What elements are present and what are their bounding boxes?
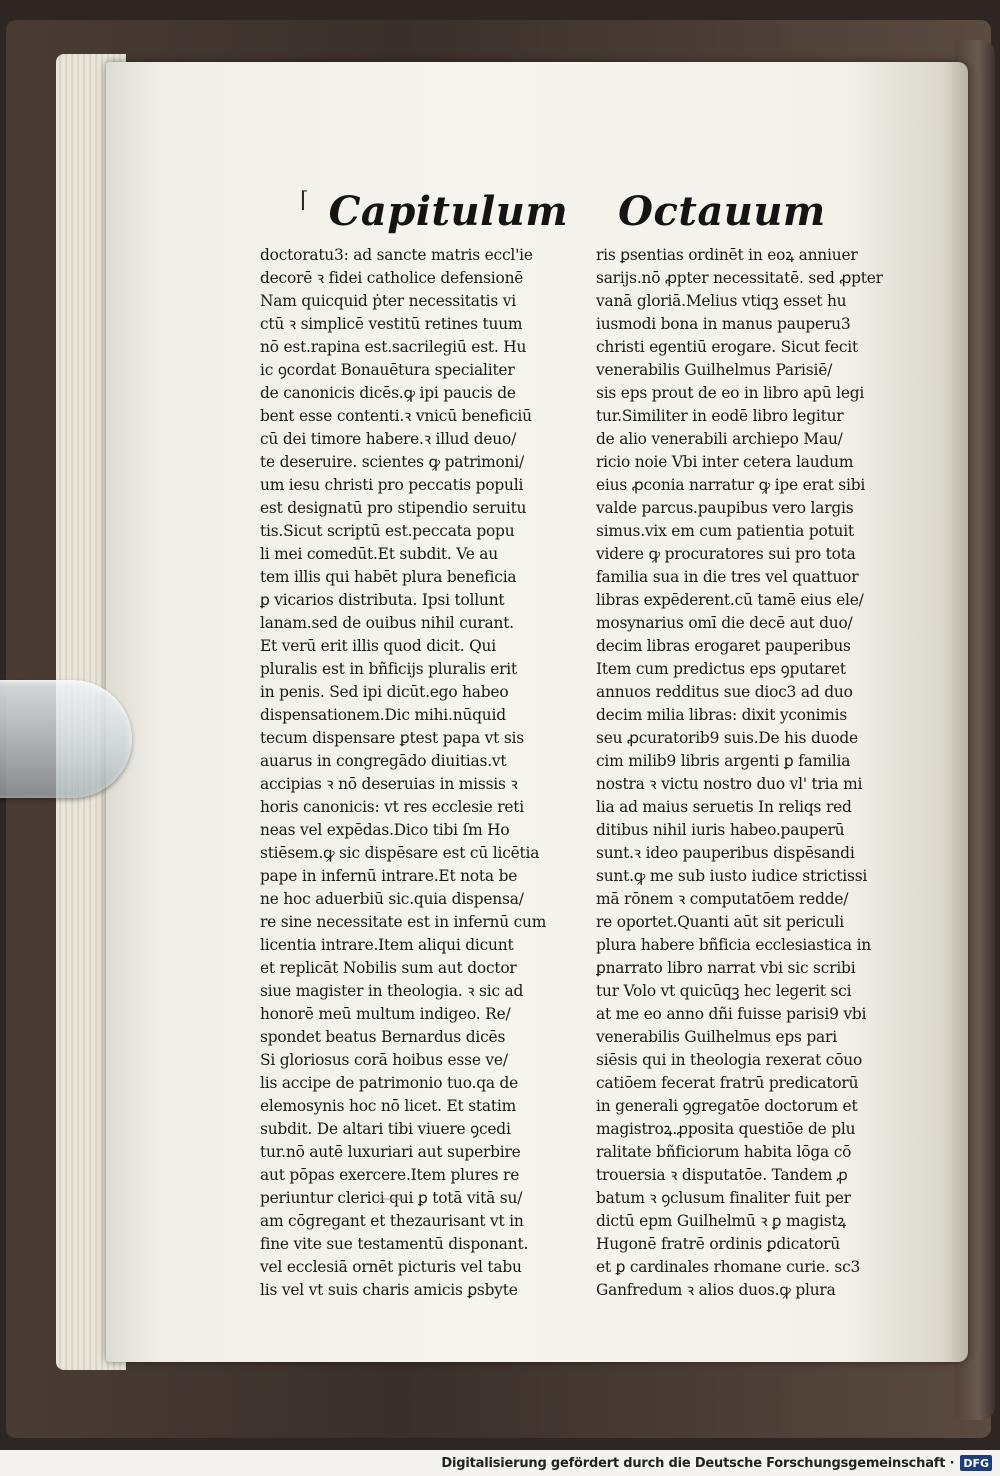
text-line: subdit. De altari tibi viuere ꝯcedi: [260, 1120, 511, 1138]
text-line: nō est.rapina est.sacrilegiū est. Hu: [260, 338, 527, 356]
text-line: de alio venerabili archiepo Mau/: [596, 430, 843, 448]
text-line: vanā gloriā.Melius vtiqꝫ esset hu: [596, 292, 847, 310]
text-line: in generali ꝯgregatōe doctorum et: [596, 1097, 858, 1115]
text-line: auarus in congregādo diuitias.vt: [260, 752, 507, 770]
footer-bar: [0, 1450, 1000, 1476]
text-line: sunt.ꝛ ideo pauperibus dispēsandi: [596, 844, 855, 862]
text-line: Si gloriosus corā hoibus esse ve/: [260, 1051, 508, 1069]
text-line: mosynarius omī die decē aut duo/: [596, 614, 853, 632]
text-line: ctū ꝛ simplicē vestitū retines tuum: [260, 315, 523, 333]
faded-mark: [378, 1198, 404, 1216]
text-line: Item cum predictus eps ꝯputaret: [596, 660, 846, 678]
text-line: te deseruire. scientes ꝙ patrimoni/: [260, 453, 524, 471]
text-line: ꝑ vicarios distributa. Ipsi tollunt: [260, 591, 505, 609]
text-line: venerabilis Guilhelmus eps pari: [596, 1028, 837, 1046]
text-line: est designatū pro stipendio seruitu: [260, 499, 527, 517]
text-line: decorē ꝛ fidei catholice defensionē: [260, 269, 524, 287]
heading-mark: ⌈: [300, 188, 309, 213]
funding-note: Digitalisierung gefördert durch die Deutsche Forschungsgemeinschaft ·: [441, 1455, 955, 1471]
text-line: lis vel vt suis charis amicis ꝑsbyte: [260, 1281, 518, 1299]
text-line: re sine necessitate est in infernū cum: [260, 913, 547, 931]
heading-word-1: Capitulum: [328, 188, 569, 235]
heading-word-2: Octauum: [618, 188, 826, 235]
text-line: lis accipe de patrimonio tuo.qa de: [260, 1074, 519, 1092]
text-line: Nam quicquid ṗter necessitatis vi: [260, 292, 517, 310]
text-line: seu ꝓcuratorib9 suis.De his duode: [596, 729, 858, 747]
text-line: ris ꝑsentias ordinēt in eoꝝ anniuer: [596, 246, 858, 264]
text-line: batum ꝛ ꝯclusum finaliter fuit per: [596, 1189, 851, 1207]
text-line: trouersia ꝛ disputatōe. Tandem ꝓ: [596, 1166, 848, 1184]
text-line: in penis. Sed ipi dicūt.ego habeo: [260, 683, 509, 701]
text-line: doctoratu3: ad sancte matris eccl'ie: [260, 246, 533, 264]
text-line: pluralis est in bñficijs pluralis erit: [260, 660, 517, 678]
text-line: tur.nō autē luxuriari aut superbire: [260, 1143, 521, 1161]
text-line: siue magister in theologia. ꝛ sic ad: [260, 982, 524, 1000]
text-line: mā rōnem ꝛ computatōem redde/: [596, 890, 849, 908]
text-line: Ganfredum ꝛ alios duos.ꝙ plura: [596, 1281, 836, 1299]
text-line: um iesu christi pro peccatis populi: [260, 476, 524, 494]
text-line: tecum dispensare ꝑtest papa vt sis: [260, 729, 524, 747]
text-line: de canonicis dicēs.ꝙ ipi paucis de: [260, 384, 516, 402]
text-line: lia ad maius seruetis In reliqs red: [596, 798, 852, 816]
text-line: libras expēderent.cū tamē eius ele/: [596, 591, 864, 609]
text-line: magistroꝝ.ꝓposita questiōe de plu: [596, 1120, 856, 1138]
text-line: bent esse contenti.ꝛ vnicū beneficiū: [260, 407, 532, 425]
text-line: sis eps prout de eo in libro apū legi: [596, 384, 865, 402]
text-line: am cōgregant et thezaurisant vt in: [260, 1212, 524, 1230]
text-line: annuos redditus sue dioc3 ad duo: [596, 683, 853, 701]
text-line: at me eo anno dñi fuisse parisi9 vbi: [596, 1005, 867, 1023]
text-line: vel ecclesiā ornēt picturis vel tabu: [260, 1258, 522, 1276]
text-line: eius ꝓconia narratur ꝙ ipe erat sibi: [596, 476, 866, 494]
text-line: plura habere bñficia ecclesiastica in: [596, 936, 872, 954]
text-line: familia sua in die tres vel quattuor: [596, 568, 859, 586]
text-line: Hugonē fratrē ordinis ꝑdicatorū: [596, 1235, 841, 1253]
text-line: ne hoc aduerbiū sic.quia dispensa/: [260, 890, 524, 908]
text-line: spondet beatus Bernardus dicēs: [260, 1028, 506, 1046]
text-line: lanam.sed de ouibus nihil curant.: [260, 614, 514, 632]
text-line: tem illis qui habēt plura beneficia: [260, 568, 517, 586]
text-line: dispensationem.Dic mihi.nūquid: [260, 706, 506, 724]
text-line: siēsis qui in theologia rexerat cōuo: [596, 1051, 863, 1069]
text-line: dictū epm Guilhelmū ꝛ ꝑ magistꝝ: [596, 1212, 847, 1230]
text-line: ricio noie Vbi inter cetera laudum: [596, 453, 854, 471]
text-line: neas vel expēdas.Dico tibi ſm Ho: [260, 821, 510, 839]
text-line: Et verū erit illis quod dicit. Qui: [260, 637, 496, 655]
text-line: cim milib9 libris argenti ꝑ familia: [596, 752, 851, 770]
text-line: simus.vix em cum patientia potuit: [596, 522, 854, 540]
text-column-right: [596, 244, 886, 1302]
text-line: sunt.ꝙ me sub iusto iudice strictissi: [596, 867, 868, 885]
text-line: ditibus nihil iuris habeo.pauperū: [596, 821, 845, 839]
text-line: et replicāt Nobilis sum aut doctor: [260, 959, 517, 977]
text-line: venerabilis Guilhelmus Parisiē/: [596, 361, 833, 379]
text-line: valde parcus.paupibus vero largis: [596, 499, 854, 517]
text-line: et ꝑ cardinales rhomane curie. sc3: [596, 1258, 861, 1276]
text-line: tur Volo vt quicūqꝫ hec legerit sci: [596, 982, 852, 1000]
text-line: ic ꝯcordat Bonauētura specialiter: [260, 361, 515, 379]
text-line: catiōem fecerat fratrū predicatorū: [596, 1074, 859, 1092]
text-line: elemosynis hoc nō licet. Et statim: [260, 1097, 516, 1115]
text-line: aut pōpas exercere.Item plures re: [260, 1166, 520, 1184]
text-line: videre ꝙ procuratores sui pro tota: [596, 545, 856, 563]
text-line: licentia intrare.Item aliqui dicunt: [260, 936, 514, 954]
page-holder-clip: [0, 680, 132, 798]
text-line: sarijs.nō ꝓpter necessitatē. sed ꝓpter: [596, 269, 883, 287]
text-line: stiēsem.ꝙ sic dispēsare est cū licētia: [260, 844, 540, 862]
text-line: fine vite sue testamentū disponant.: [260, 1235, 529, 1253]
text-line: horis canonicis: vt res ecclesie reti: [260, 798, 524, 816]
text-line: tis.Sicut scriptū est.peccata popu: [260, 522, 515, 540]
text-line: decim milia libras: dixit yconimis: [596, 706, 848, 724]
text-line: decim libras erogaret pauperibus: [596, 637, 851, 655]
text-line: honorē meū multum indigeo. Re/: [260, 1005, 511, 1023]
text-line: christi egentiū erogare. Sicut fecit: [596, 338, 859, 356]
dfg-logo: DFG: [960, 1455, 992, 1471]
chapter-heading: [300, 188, 860, 235]
text-line: li mei comedūt.Et subdit. Ve au: [260, 545, 498, 563]
text-line: ꝑnarrato libro narrat vbi sic scribi: [596, 959, 856, 977]
text-line: accipias ꝛ nō deseruias in missis ꝛ: [260, 775, 518, 793]
text-line: tur.Similiter in eodē libro legitur: [596, 407, 844, 425]
text-column-left: [260, 244, 580, 1302]
text-line: cū dei timore habere.ꝛ illud deuo/: [260, 430, 517, 448]
text-line: ralitate bñficiorum habita lōga cō: [596, 1143, 852, 1161]
text-line: pape in infernū intrare.Et nota be: [260, 867, 518, 885]
text-line: re oportet.Quanti aūt sit periculi: [596, 913, 844, 931]
text-line: iusmodi bona in manus pauperu3: [596, 315, 851, 333]
text-line: periuntur clerici qui ꝑ totā vitā su/: [260, 1189, 523, 1207]
text-line: nostra ꝛ victu nostro duo vl' tria mi: [596, 775, 863, 793]
